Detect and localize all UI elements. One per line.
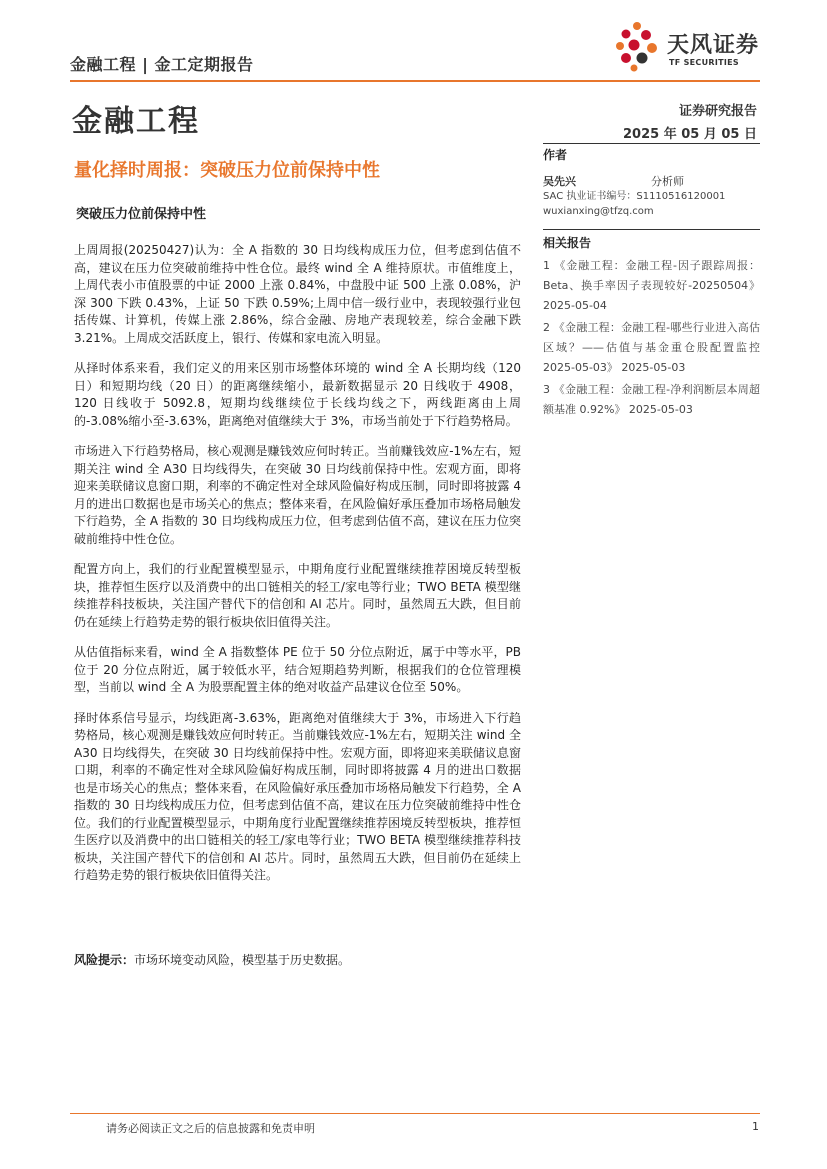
body-paragraph: 市场进入下行趋势格局，核心观测是赚钱效应何时转正。当前赚钱效应-1%左右，短期关注 wind 全 A30 日均线得失，在突破 30 日均线前保持中性。宏观方面，即将迎来美联储议息窗口期，利率的不确定性对全球风险偏好构成压制，同时即将披露 4 月的进出口数据也是市场关心的焦点；整体来看，在风险偏好承压叠加市场格局触发下行趋势，全 A 指数的 30 日均线构成压力位，但考虑到估值不高，建议在压力位突破前维持中性仓位。 [74,444,521,546]
body-paragraph: 择时体系信号显示，均线距离-3.63%，距离绝对值继续大于 3%，市场进入下行趋势格局，核心观测是赚钱效应何时转正。当前赚钱效应-1%左右，短期关注 wind 全 A30 日均线得失，在突破 30 日均线前保持中性。宏观方面，即将迎来美联储议息窗口期，利率的不确定性对全球风险偏好构成压制，同时即将披露 4 月的进出口数据也是市场关心的焦点；整体来看，在风险偏好承压叠加市场格局触发下行趋势，全 A 指数的 30 日均线构成压力位，但考虑到估值不高，建议在压力位突破前维持中性仓位。我们的行业配置模型显示，中期角度行业配置继续推荐困境反转型板块，推荐恒生医疗以及消费中的出口链相关的轻工/家电等行业；TWO BETA 模型继续推荐科技板块，关注国产替代下的信创和 AI 芯片。同时，虽然周五大跌，但目前仍在延续上行趋势走势的银行板块依旧值得关注。 [74,710,521,882]
report-date: 2025 年 05 月 05 日 [623,127,757,142]
logo-mark-icon [612,20,662,72]
author-role: 分析师 [651,175,684,188]
body-text [74,242,521,898]
logo-en-text: TF SECURITIES [669,58,739,67]
body-paragraph: 上周周报(20250427)认为：全 A 指数的 30 日均线构成压力位，但考虑到估值不高，建议在压力位突破前维持中性仓位。最终 wind 全 A 维持原状。市值维度上，上周代表小市值股票的中证 2000 上涨 0.84%，中盘股中证 500 上涨 0.08%，沪深 300 下跌 0.43%，上证 50 下跌 0.59%;上周中信一级行业中，表现较强行业包括传媒、计算机，传媒上涨 2.86%，综合金融、房地产表现较差，综合金融下跌 3.21%。上周成交活跃度上，银行、传媒和家电流入明显。 [74,243,521,345]
subheading: 突破压力位前保持中性 [76,207,207,222]
sidebar-divider [543,143,760,144]
risk-text: 市场环境变动风险，模型基于历史数据。 [134,953,351,967]
author-block [543,146,760,219]
report-category: 金融工程 | 金工定期报告 [70,55,254,74]
risk-label: 风险提示： [74,953,135,967]
report-type: 证券研究报告 [678,104,757,119]
body-paragraph: 配置方向上，我们的行业配置模型显示，中期角度行业配置继续推荐困境反转型板块，推荐恒生医疗以及消费中的出口链相关的轻工/家电等行业；TWO BETA 模型继续推荐科技板块，关注国产替代下的信创和 AI 芯片。同时，虽然周五大跌，但目前仍在延续上行趋势走势的银行板块依旧值得关注。 [74,562,521,629]
footer-disclaimer: 请务必阅读正文之后的信息披露和免责申明 [106,1122,315,1135]
section-title: 金融工程 [72,104,200,139]
related-report-item[interactable]: 3 《金融工程：金融工程-净利润断层本周超额基准 0.92%》 2025-05-03 [543,383,760,416]
body-paragraph: 从估值指标来看，wind 全 A 指数整体 PE 位于 50 分位点附近，属于中等水平，PB 位于 20 分位点附近，属于较低水平，结合短期趋势判断，根据我们的仓位管理模型，当前以 wind 全 A 为股票配置主体的绝对收益产品建议仓位至 50%。 [74,645,521,694]
author-name: 吴先兴 [543,175,576,188]
company-logo [612,20,762,72]
related-heading: 相关报告 [543,236,592,250]
footer-divider [70,1113,760,1114]
page-number: 1 [752,1120,759,1133]
related-report-item[interactable]: 1 《金融工程：金融工程-因子跟踪周报：Beta、换手率因子表现较好-20250504》 2025-05-04 [543,259,760,312]
related-reports [543,256,760,422]
related-report-item[interactable]: 2 《金融工程：金融工程-哪些行业进入高估区域？——估值与基金重仓股配置监控 2025-05-03》 2025-05-03 [543,321,760,374]
risk-warning [74,951,521,968]
related-divider [543,229,760,230]
author-heading: 作者 [543,148,568,162]
body-paragraph: 从择时体系来看，我们定义的用来区别市场整体环境的 wind 全 A 长期均线（120 日）和短期均线（20 日）的距离继续缩小，最新数据显示 20 日线收于 4908，120 日线收于 5092.8，短期均线继续位于长线均线之下，两线距离由上周的-3.08%缩小至-3.63%，距离绝对值继续大于 3%，市场当前处于下行趋势格局。 [74,361,521,428]
main-title: 量化择时周报：突破压力位前保持中性 [74,160,380,181]
author-cert: SAC 执业证书编号：S1110516120001 [543,191,726,202]
author-email[interactable]: wuxianxing@tfzq.com [543,206,654,217]
logo-cn-text: 天风证券 [667,33,760,58]
header-divider [70,80,760,82]
